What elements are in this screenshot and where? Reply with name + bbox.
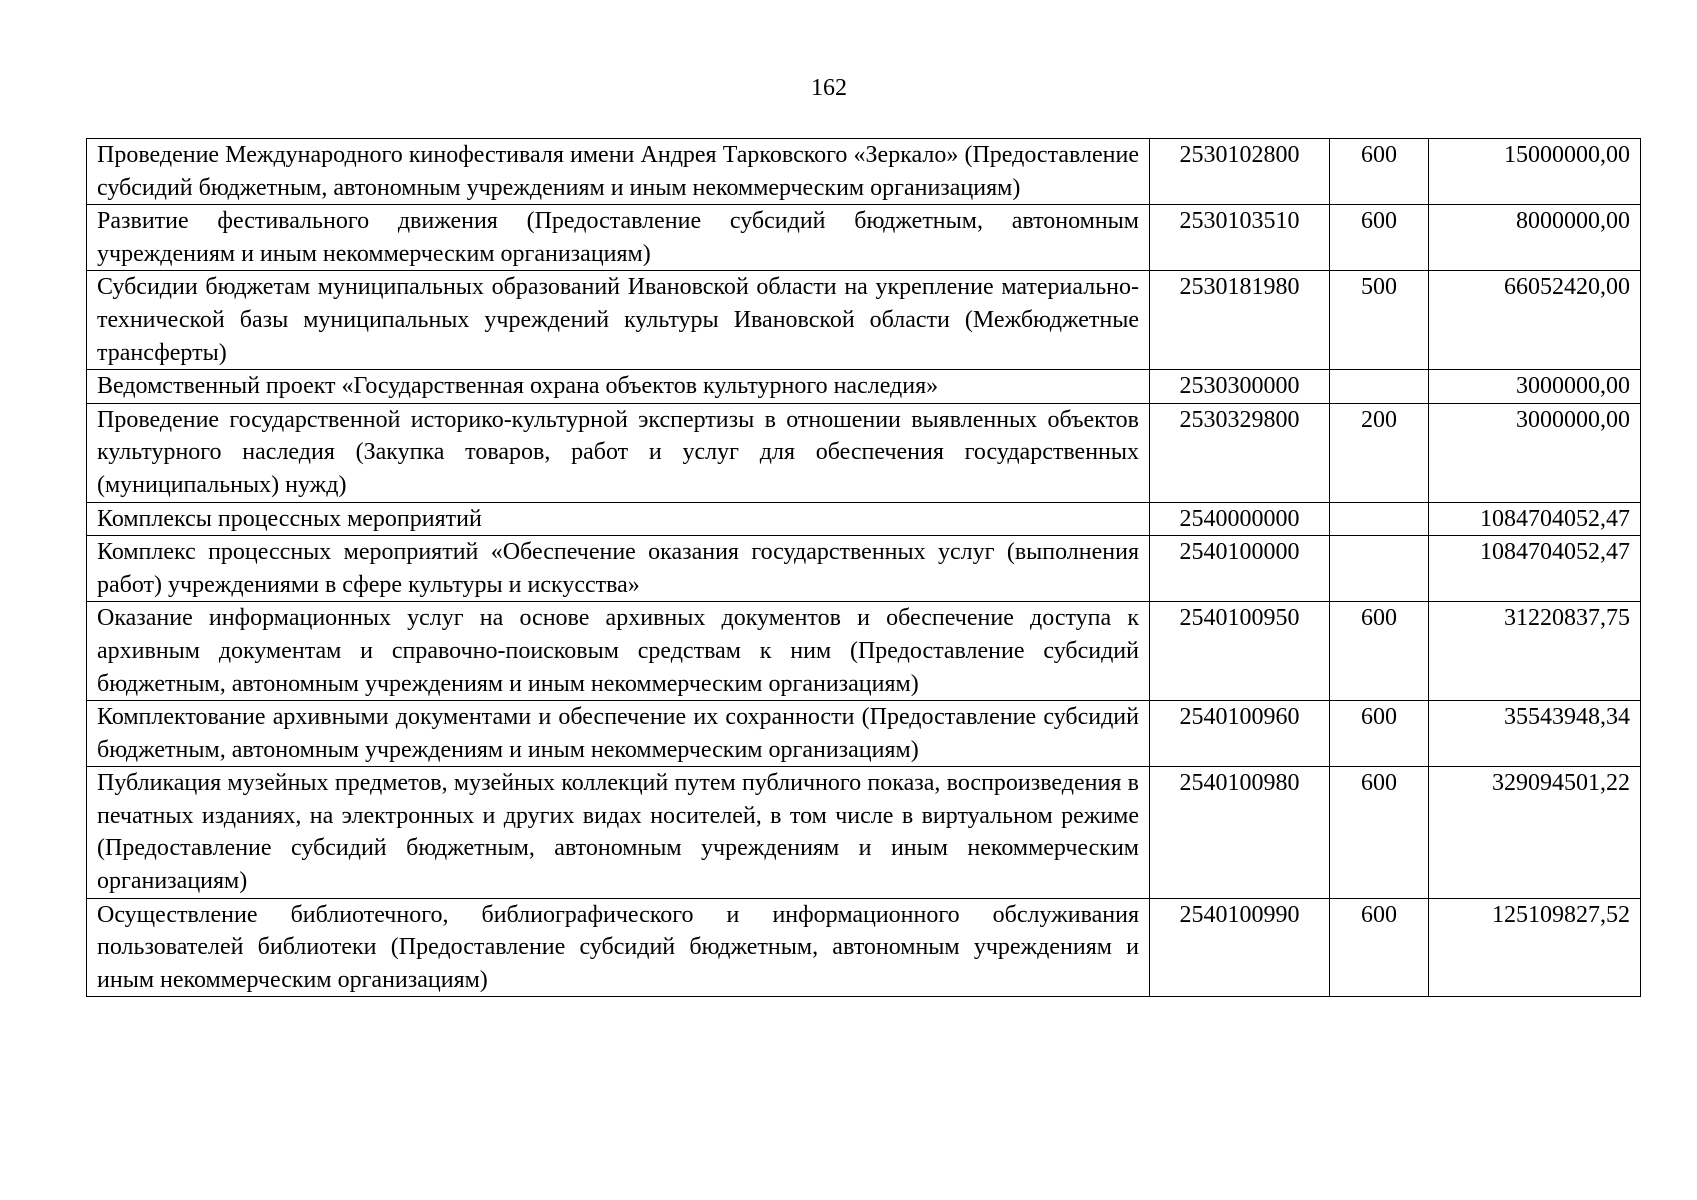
row-sum-cell: 35543948,34: [1429, 701, 1641, 767]
page-number: 162: [811, 75, 847, 101]
table-row: [87, 370, 1641, 404]
row-code-cell: 2540100000: [1150, 536, 1330, 602]
row-type-cell: 600: [1330, 701, 1429, 767]
row-sum-cell: 3000000,00: [1429, 403, 1641, 502]
row-type-cell: 600: [1330, 602, 1429, 701]
table-row: [87, 403, 1641, 502]
row-name-cell: Развитие фестивального движения (Предоставление субсидий бюджетным, автономным учреждениям и иным некоммерческим организациям): [87, 205, 1150, 271]
row-name-cell: Публикация музейных предметов, музейных коллекций путем публичного показа, воспроизведения в печатных изданиях, на электронных и других видах носителей, в том числе в виртуальном режиме (Предоставление субсидий бюджетным, автономным учреждениям и иным некоммерческим организациям): [87, 767, 1150, 898]
row-sum-cell: 31220837,75: [1429, 602, 1641, 701]
row-sum-cell: 1084704052,47: [1429, 536, 1641, 602]
row-code-cell: 2540100990: [1150, 898, 1330, 997]
row-code-cell: 2530181980: [1150, 271, 1330, 370]
table-row: [87, 602, 1641, 701]
table-row: [87, 701, 1641, 767]
row-code-cell: 2530329800: [1150, 403, 1330, 502]
row-code-cell: 2530300000: [1150, 370, 1330, 404]
row-type-cell: [1330, 502, 1429, 536]
table-row: [87, 205, 1641, 271]
budget-table-body: [87, 139, 1641, 997]
row-name-cell: Оказание информационных услуг на основе архивных документов и обеспечение доступа к архивным документам и справочно-поисковым средствам к ним (Предоставление субсидий бюджетным, автономным учреждениям и иным некоммерческим организациям): [87, 602, 1150, 701]
table-row: [87, 271, 1641, 370]
row-type-cell: 200: [1330, 403, 1429, 502]
row-type-cell: 500: [1330, 271, 1429, 370]
row-code-cell: 2530102800: [1150, 139, 1330, 205]
row-name-cell: Осуществление библиотечного, библиографического и информационного обслуживания пользователей библиотеки (Предоставление субсидий бюджетным, автономным учреждениям и иным некоммерческим организациям): [87, 898, 1150, 997]
row-name-cell: Проведение Международного кинофестиваля имени Андрея Тарковского «Зеркало» (Предоставление субсидий бюджетным, автономным учреждениям и иным некоммерческим организациям): [87, 139, 1150, 205]
row-code-cell: 2540100960: [1150, 701, 1330, 767]
row-sum-cell: 1084704052,47: [1429, 502, 1641, 536]
row-name-cell: Комплексы процессных мероприятий: [87, 502, 1150, 536]
row-code-cell: 2530103510: [1150, 205, 1330, 271]
row-sum-cell: 329094501,22: [1429, 767, 1641, 898]
row-name-cell: Проведение государственной историко-культурной экспертизы в отношении выявленных объектов культурного наследия (Закупка товаров, работ и услуг для обеспечения государственных (муниципальных) нужд): [87, 403, 1150, 502]
row-name-cell: Субсидии бюджетам муниципальных образований Ивановской области на укрепление материально-технической базы муниципальных учреждений культуры Ивановской области (Межбюджетные трансферты): [87, 271, 1150, 370]
row-sum-cell: 3000000,00: [1429, 370, 1641, 404]
row-type-cell: [1330, 536, 1429, 602]
row-type-cell: 600: [1330, 139, 1429, 205]
row-code-cell: 2540000000: [1150, 502, 1330, 536]
table-row: [87, 139, 1641, 205]
row-type-cell: 600: [1330, 767, 1429, 898]
row-sum-cell: 8000000,00: [1429, 205, 1641, 271]
table-row: [87, 502, 1641, 536]
row-type-cell: [1330, 370, 1429, 404]
row-sum-cell: 66052420,00: [1429, 271, 1641, 370]
row-type-cell: 600: [1330, 205, 1429, 271]
row-sum-cell: 15000000,00: [1429, 139, 1641, 205]
row-type-cell: 600: [1330, 898, 1429, 997]
row-name-cell: Комплекс процессных мероприятий «Обеспечение оказания государственных услуг (выполнения работ) учреждениями в сфере культуры и искусства»: [87, 536, 1150, 602]
table-row: [87, 898, 1641, 997]
row-name-cell: Ведомственный проект «Государственная охрана объектов культурного наследия»: [87, 370, 1150, 404]
row-code-cell: 2540100980: [1150, 767, 1330, 898]
table-row: [87, 536, 1641, 602]
row-name-cell: Комплектование архивными документами и обеспечение их сохранности (Предоставление субсидий бюджетным, автономным учреждениям и иным некоммерческим организациям): [87, 701, 1150, 767]
budget-table: [86, 138, 1641, 997]
table-row: [87, 767, 1641, 898]
row-code-cell: 2540100950: [1150, 602, 1330, 701]
row-sum-cell: 125109827,52: [1429, 898, 1641, 997]
